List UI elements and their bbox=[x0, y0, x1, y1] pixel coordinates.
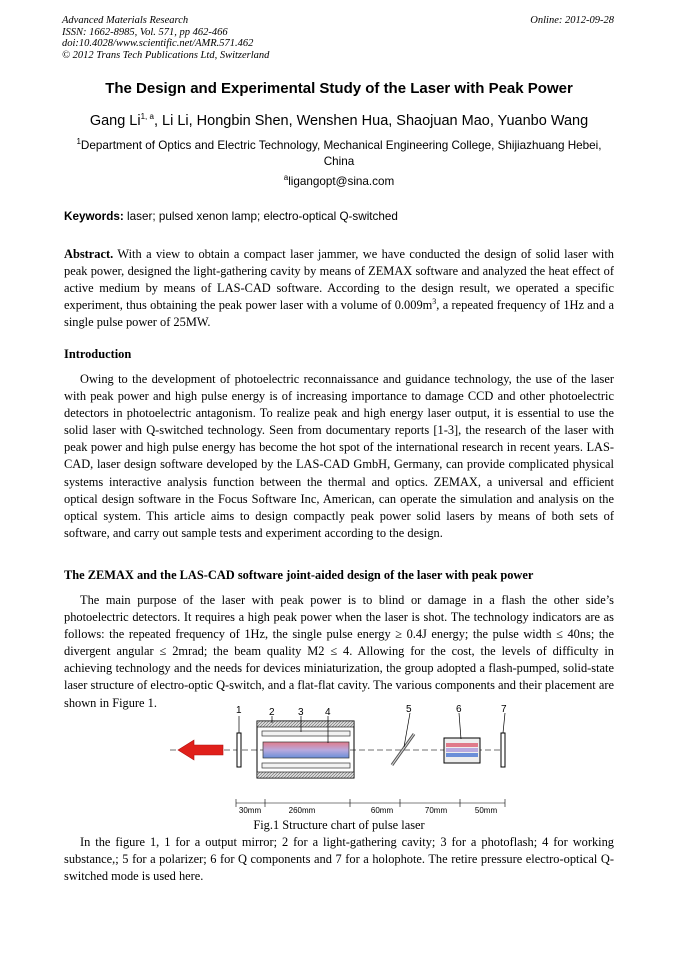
fig-label-4: 4 bbox=[325, 707, 331, 718]
fig-label-5: 5 bbox=[406, 704, 412, 715]
dim-260mm: 260mm bbox=[288, 806, 316, 815]
email-sup: a bbox=[283, 173, 289, 183]
author-email bbox=[0, 175, 678, 188]
affiliation-sup: 1 bbox=[76, 137, 81, 147]
dim-30mm: 30mm bbox=[238, 806, 262, 815]
dim-50mm: 50mm bbox=[474, 806, 498, 815]
laser-output-arrow bbox=[178, 740, 223, 760]
affiliation-text: Department of Optics and Electric Technology, Mechanical Engineering College, Shijiazhuang Hebei, China bbox=[80, 139, 602, 168]
section2-heading: The ZEMAX and the LAS-CAD software joint-aided design of the laser with peak power bbox=[64, 568, 534, 582]
output-mirror bbox=[237, 733, 241, 767]
figure-caption: Fig.1 Structure chart of pulse laser bbox=[253, 818, 425, 832]
photoflash-lamp-lower bbox=[262, 763, 350, 768]
affiliation bbox=[60, 138, 618, 170]
holophote-mirror bbox=[501, 733, 505, 767]
journal-doi: doi:10.4028/www.scientific.net/AMR.571.462 bbox=[62, 38, 254, 49]
intro-heading: Introduction bbox=[64, 347, 132, 361]
first-author-sup: 1, a bbox=[140, 112, 154, 122]
laser-structure-figure bbox=[170, 703, 515, 818]
abstract-text-2: , a repeated frequency of 1Hz and a single pulse power of 25MW. bbox=[64, 298, 614, 330]
journal-name: Advanced Materials Research bbox=[62, 15, 189, 26]
journal-copyright: © 2012 Trans Tech Publications Ltd, Switzerland bbox=[62, 49, 270, 61]
section2-paragraph: The main purpose of the laser with peak power is to blind or damage in a flash the other side’s photoelectric detectors. It requires a high peak power when the laser is shot. The technology indicators are as follows: the repeated frequency of 1Hz, the single pulse energy ≥ 0.4J energy; the pulse width ≤ 40ns; the divergent angular ≤ 2mrad; the beam quality M2 ≤ 4. Allowing for the cost, the levels of difficulty in achieving technology and the needs for devices miniaturization, the group adopted a flash-pumped, solid-state laser structure of electro-optic Q-switch, and a flat-flat cavity. The various components and their placement are shown in Figure 1. bbox=[64, 593, 614, 710]
keywords-label: Keywords: bbox=[64, 210, 124, 223]
fig-label-2: 2 bbox=[269, 707, 275, 718]
fig-label-1: 1 bbox=[236, 705, 242, 716]
dim-60mm: 60mm bbox=[370, 806, 394, 815]
author-list bbox=[0, 113, 678, 129]
abstract-text-1: With a view to obtain a compact laser jammer, we have conducted the design of solid laser with peak power, designed the light-gathering cavity by means of ZEMAX software and analyzed the heat effect of active medium by means of LAS-CAD software. According to the design result, we operated a specific experiment, thus obtaining the peak power laser with a volume of 0.009m bbox=[64, 247, 614, 313]
fig-label-6: 6 bbox=[456, 704, 462, 715]
fig-label-3: 3 bbox=[298, 707, 304, 718]
cavity-wall-bottom bbox=[257, 772, 354, 778]
email-text: ligangopt@sina.com bbox=[288, 175, 395, 188]
other-authors: , Li Li, Hongbin Shen, Wenshen Hua, Shaojuan Mao, Yuanbo Wang bbox=[153, 113, 589, 129]
abstract-label: Abstract. bbox=[64, 247, 114, 261]
figure-description: In the figure 1, 1 for a output mirror; 2 for a light-gathering cavity; 3 for a photoflash; 4 for working substance,; 5 for a polarizer; 6 for Q components and 7 for a holophote. The retire pressure electro-optical Q-switched mode is used here. bbox=[64, 835, 614, 884]
journal-issn: ISSN: 1662-8985, Vol. 571, pp 462-466 bbox=[62, 26, 228, 38]
journal-info bbox=[62, 15, 269, 61]
first-author: Gang Li bbox=[89, 113, 141, 129]
abstract bbox=[64, 246, 614, 331]
fig-label-7: 7 bbox=[501, 704, 507, 715]
cavity-wall-top bbox=[257, 721, 354, 727]
keywords-text: laser; pulsed xenon lamp; electro-optical Q-switched bbox=[123, 210, 398, 223]
intro-paragraph: Owing to the development of photoelectric reconnaissance and guidance technology, the use of the laser with peak power and high pulse energy is of increasing importance to damage CCD and other photoelectric detectors in photoelectric antagonism. To realize peak and high energy laser output, it is essential to use the solid laser with Q-switched technology. Seen from documentary reports [1-3], the research of the laser with peak power and high pulse energy has become the hot spot of the international research in recent years. LAS-CAD, laser design software developed by the LAS-CAD GmbH, Germany, can provide complicated physical systems interactive analysis function between the thermal and optics. ZEMAX, a universal and efficient optical design software in the Focus Software Inc, American, can operate the simulation and analysis on the optical system. This article aims to design compactly peak power solid lasers by means of both sets of software, and carry out sample tests and experiment according to the design. bbox=[64, 372, 614, 540]
paper-title: The Design and Experimental Study of the Laser with Peak Power bbox=[105, 80, 573, 97]
dim-70mm: 70mm bbox=[424, 806, 448, 815]
abstract-sup: 3 bbox=[432, 297, 437, 307]
online-date: Online: 2012-09-28 bbox=[530, 15, 614, 26]
keywords bbox=[64, 210, 398, 223]
working-substance-rod bbox=[263, 742, 349, 758]
photoflash-lamp bbox=[262, 731, 350, 736]
